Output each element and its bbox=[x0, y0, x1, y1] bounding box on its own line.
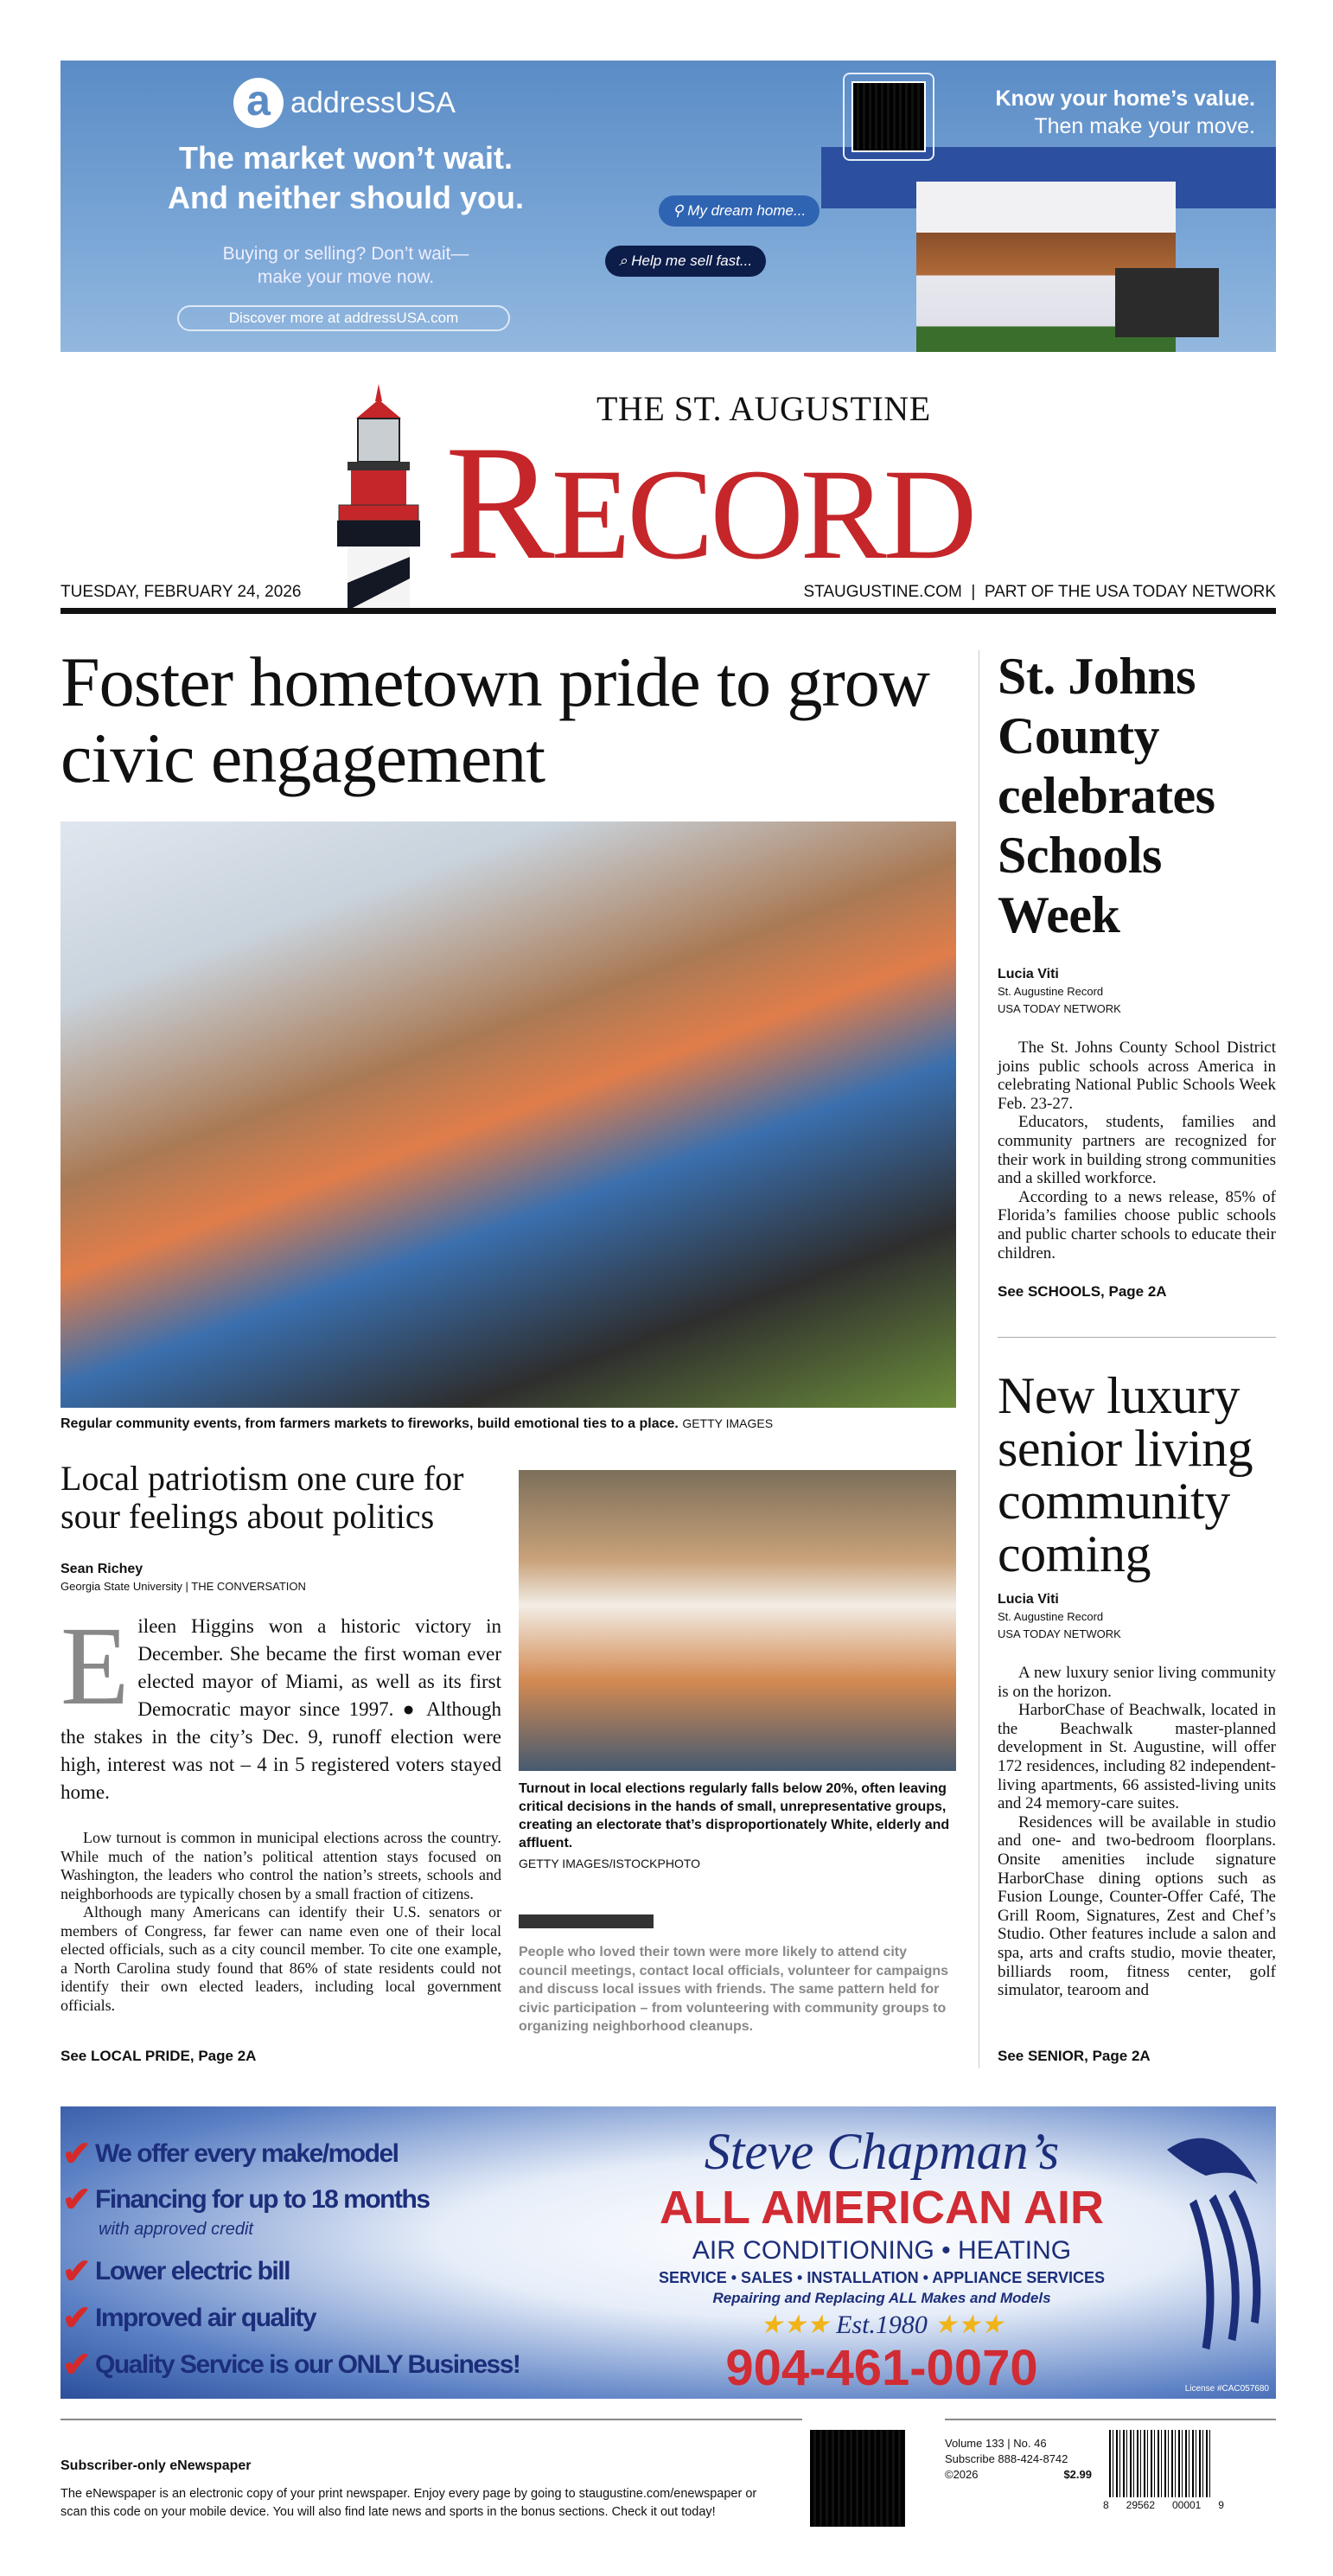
ad-headline-line: And neither should you. bbox=[168, 180, 524, 215]
caption-text: Turnout in local elections regularly falls below 20%, often leaving critical decisions in the hands of small, unrepresentative groups, creating an electorate that’s disproportionately White, elderly and affluent. bbox=[519, 1781, 950, 1851]
ad-subtext-line: Buying or selling? Don’t wait— bbox=[222, 244, 469, 264]
discover-more-button[interactable]: Discover more at addressUSA.com bbox=[177, 305, 510, 331]
ad-bullet bbox=[62, 2132, 598, 2176]
drop-cap: E bbox=[61, 1604, 130, 1729]
ad-bullet bbox=[62, 2181, 598, 2219]
barcode-digit: 00001 bbox=[1171, 2499, 1202, 2511]
paragraph: According to a news release, 85% of Florida’s families choose public schools and public charter schools to educate their children. bbox=[998, 1187, 1276, 1262]
story-divider bbox=[998, 1337, 1276, 1338]
search-pill-dream-home[interactable] bbox=[659, 195, 820, 227]
paragraph: HarborChase of Beachwalk, located in the Beachwalk master-planned development in St. Augustine, will offer 172 residences, including 82 independent-living apartments, 66 assisted-living units and 24 memory-care suites. bbox=[998, 1701, 1276, 1813]
paragraph: Educators, students, families and community partners are recognized for their work in building strong communities and a skilled workforce. bbox=[998, 1113, 1276, 1188]
price: $2.99 bbox=[1063, 2468, 1092, 2481]
pull-quote-bar bbox=[519, 1914, 654, 1928]
ad-bullet-list bbox=[62, 2132, 598, 2388]
caption-text: Regular community events, from farmers markets to fireworks, build emotional ties to a place. bbox=[61, 1416, 679, 1431]
bullet-text: Financing for up to 18 months bbox=[95, 2185, 430, 2214]
network-label: PART OF THE USA TODAY NETWORK bbox=[984, 583, 1276, 601]
paragraph: Low turnout is common in municipal elections across the country. While much of the nation’s political attention stays focused on Washington, the leaders who control the nation’s streets, schools and neighborhoods are typically chosen by a small fraction of citizens. bbox=[61, 1829, 501, 1902]
author-name: Sean Richey bbox=[61, 1562, 144, 1576]
barcode-digit: 8 bbox=[1103, 2499, 1109, 2511]
schools-byline bbox=[998, 966, 1121, 1018]
second-headline[interactable]: Local patriotism one cure for sour feelings about politics bbox=[61, 1459, 464, 1536]
author-name: Lucia Viti bbox=[998, 1592, 1059, 1607]
checkmark-icon: ✔ bbox=[62, 2299, 91, 2337]
voting-booths-photo bbox=[519, 1470, 956, 1771]
barcode-digits bbox=[1103, 2499, 1224, 2511]
ad-bullet bbox=[62, 2342, 598, 2388]
second-byline bbox=[61, 1561, 306, 1595]
photo-credit: GETTY IMAGES/ISTOCKPHOTO bbox=[519, 1857, 701, 1870]
barcode bbox=[1109, 2430, 1213, 2497]
masthead-rule bbox=[61, 608, 1276, 614]
checkmark-icon: ✔ bbox=[62, 2346, 91, 2384]
issue-info bbox=[945, 2436, 1092, 2483]
location-pin-icon: ⚲ bbox=[673, 202, 688, 219]
ad-subtext-line: make your move now. bbox=[257, 267, 435, 287]
barcode-digit: 29562 bbox=[1126, 2499, 1156, 2511]
search-pill-sell-fast[interactable] bbox=[605, 246, 766, 277]
ad-qr-code[interactable] bbox=[843, 73, 934, 161]
lede-text: ileen Higgins won a historic victory in December. She became the first woman ever elected mayor of Miami, as well as its first Democratic mayor since 1997. ● Although the stakes in the city’s Dec. 9, runoff election were high, interest was not – 4 in 5 registered voters stayed home. bbox=[61, 1615, 501, 1803]
volume-number: Volume 133 | No. 46 bbox=[945, 2437, 1047, 2450]
second-body bbox=[61, 1829, 501, 2015]
checkmark-icon: ✔ bbox=[62, 2181, 91, 2219]
masthead-links: STAUGUSTINE.COM | PART OF THE USA TODAY NETWORK bbox=[803, 583, 1276, 601]
second-lede bbox=[61, 1604, 501, 1806]
paragraph: The St. Johns County School District joins public schools across America in celebrating National Public Schools Week Feb. 23-27. bbox=[998, 1039, 1276, 1113]
lighthouse-logo bbox=[313, 384, 444, 610]
tagline-1: Know your home’s value. bbox=[995, 86, 1255, 111]
all-american-air-ad[interactable] bbox=[61, 2106, 1276, 2399]
star-icon: ★★★ bbox=[759, 2311, 837, 2339]
eagle-icon bbox=[1141, 2115, 1271, 2357]
ad-subtext bbox=[95, 242, 596, 289]
tagline-2: Then make your move. bbox=[1034, 114, 1255, 138]
lead-headline[interactable]: Foster hometown pride to grow civic engagement bbox=[61, 642, 929, 797]
pull-quote: People who loved their town were more likely to attend city council meetings, contact local officials, volunteer for campaigns and discuss local issues with friends. The same pattern held for civic participation – from volunteering with community groups to organizing neighborhood cleanups. bbox=[519, 1945, 949, 2034]
author-org: St. Augustine Record bbox=[998, 1610, 1104, 1623]
bullet-text: We offer every make/model bbox=[95, 2139, 399, 2168]
bullet-note: with approved credit bbox=[99, 2220, 253, 2239]
copyright: ©2026 bbox=[945, 2468, 979, 2481]
barcode-digit: 9 bbox=[1218, 2499, 1224, 2511]
schools-body bbox=[998, 1039, 1276, 1262]
established bbox=[622, 2308, 1141, 2343]
house-image bbox=[821, 147, 1276, 352]
senior-living-headline[interactable]: New luxury senior living community coming bbox=[998, 1367, 1253, 1582]
license-number: License #CAC057680 bbox=[1184, 2384, 1269, 2394]
masthead-name-top: THE ST. AUGUSTINE bbox=[596, 389, 931, 428]
masthead-rest: ECORD bbox=[551, 443, 974, 586]
paragraph: Although many Americans can identify their U.S. senators or members of Congress, far fewer can name even one of their local elected officials, such as a city council member. To cite one example, a North Carolina study found that 86% of state residents could not identify their own elected leaders, including local government officials. bbox=[61, 1903, 501, 2014]
ad-brand-block bbox=[622, 2122, 1141, 2394]
brand-name: addressUSA bbox=[290, 86, 456, 119]
enewspaper-text: The eNewspaper is an electronic copy of your print newspaper. Enjoy every page by going to staugustine.com/enewspaper or scan this code on your mobile device. You will also find late news and sports in the bonus sections. Check it out today! bbox=[61, 2487, 757, 2519]
vote-photo-caption bbox=[519, 1780, 956, 1873]
jump-schools[interactable]: See SCHOOLS, Page 2A bbox=[998, 1283, 1167, 1300]
ad-bullet bbox=[62, 2248, 598, 2295]
enewspaper-title: Subscriber-only eNewspaper bbox=[61, 2458, 252, 2473]
farmers-market-photo bbox=[61, 821, 956, 1408]
lead-photo-caption bbox=[61, 1415, 960, 1433]
enewspaper-qr-code[interactable] bbox=[810, 2430, 905, 2527]
jump-senior[interactable]: See SENIOR, Page 2A bbox=[998, 2048, 1151, 2064]
est-text: Est.1980 bbox=[836, 2311, 928, 2339]
services-line: AIR CONDITIONING • HEATING bbox=[692, 2236, 1072, 2265]
paragraph: A new luxury senior living community is on the horizon. bbox=[998, 1664, 1276, 1701]
ad-headline-line: The market won’t wait. bbox=[178, 140, 513, 176]
bullet-text: Lower electric bill bbox=[95, 2257, 290, 2285]
author-name: Lucia Viti bbox=[998, 967, 1059, 981]
search-icon: ⌕ bbox=[619, 252, 632, 269]
brand-mark: a bbox=[233, 78, 284, 128]
ad-bullet bbox=[62, 2295, 598, 2342]
company-name: ALL AMERICAN AIR bbox=[660, 2182, 1104, 2234]
subscribe-phone: Subscribe 888-424-8742 bbox=[945, 2452, 1068, 2465]
author-network: USA TODAY NETWORK bbox=[998, 1002, 1121, 1015]
bullet-text: Quality Service is our ONLY Business! bbox=[95, 2350, 520, 2379]
pill-label: Help me sell fast... bbox=[631, 252, 753, 269]
photo-credit: GETTY IMAGES bbox=[682, 1416, 774, 1430]
bullet-text: Improved air quality bbox=[95, 2304, 316, 2332]
phone-number[interactable]: 904-461-0070 bbox=[725, 2340, 1038, 2396]
pill-label: My dream home... bbox=[687, 202, 807, 219]
schools-week-headline[interactable]: St. Johns County celebrates Schools Week bbox=[998, 648, 1215, 943]
senior-body bbox=[998, 1664, 1276, 2018]
script-name: Steve Chapman’s bbox=[704, 2123, 1060, 2180]
author-org: St. Augustine Record bbox=[998, 985, 1104, 998]
ad-headline bbox=[95, 138, 596, 218]
author-affiliation: Georgia State University | THE CONVERSATION bbox=[61, 1580, 306, 1593]
paragraph: Residences will be available in studio and one- and two-bedroom floorplans. Onsite amenities include signature HarborChase dining options such as Fusion Lounge, Counter-Offer Café, The Grill Room, Signatures, Zest and Chef’s Studio. Other features include a salon and spa, arts and crafts studio, movie theater, billiards room, fitness center, golf simulator, tearoom and bbox=[998, 1812, 1276, 2000]
author-network: USA TODAY NETWORK bbox=[998, 1627, 1121, 1640]
checkmark-icon: ✔ bbox=[62, 2253, 91, 2291]
addressusa-ad[interactable] bbox=[61, 61, 1276, 352]
services-line: Repairing and Replacing ALL Makes and Models bbox=[712, 2290, 1051, 2306]
addressusa-logo bbox=[233, 78, 456, 128]
issue-date: TUESDAY, FEBRUARY 24, 2026 bbox=[61, 583, 302, 601]
star-icon: ★★★ bbox=[927, 2311, 1005, 2339]
senior-byline bbox=[998, 1591, 1121, 1643]
services-line: SERVICE • SALES • INSTALLATION • APPLIANCE SERVICES bbox=[659, 2269, 1105, 2286]
footer-rule bbox=[945, 2419, 1276, 2420]
footer-rule bbox=[61, 2419, 802, 2420]
checkmark-icon: ✔ bbox=[62, 2135, 91, 2173]
ad-tagline bbox=[942, 85, 1255, 140]
website-link[interactable]: STAUGUSTINE.COM bbox=[803, 583, 962, 601]
masthead-initial: R bbox=[445, 412, 552, 594]
jump-local-pride[interactable]: See LOCAL PRIDE, Page 2A bbox=[61, 2048, 257, 2064]
